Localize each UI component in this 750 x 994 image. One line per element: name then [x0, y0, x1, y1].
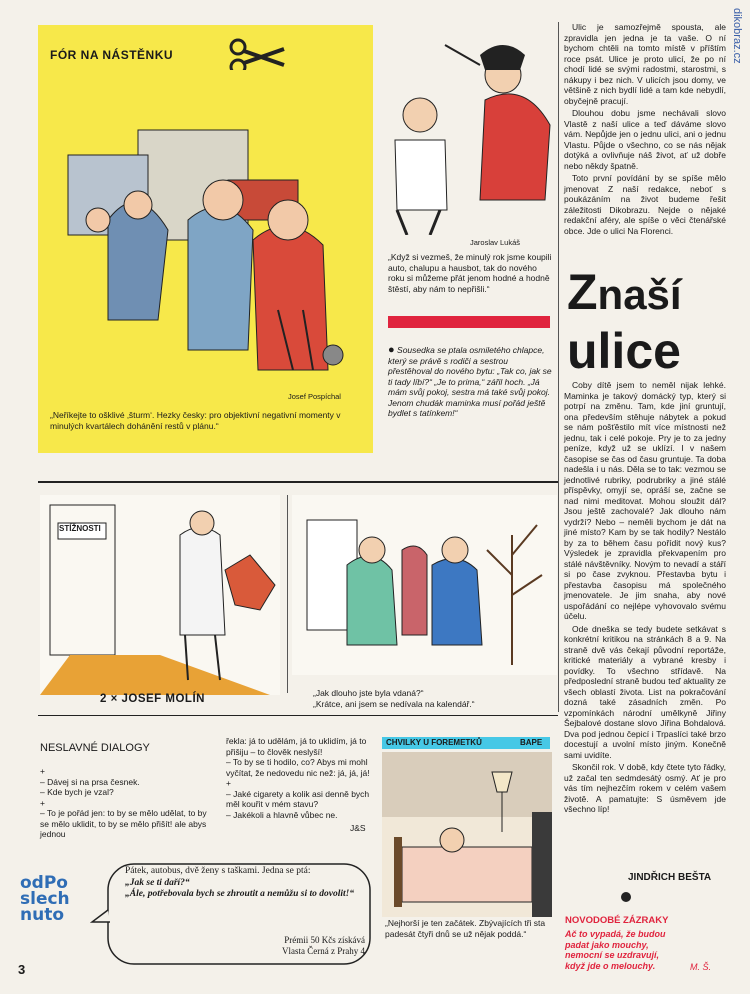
- logo-line: nuto: [20, 905, 65, 925]
- dialog-line: +: [226, 778, 231, 788]
- logo-line: odPo: [20, 873, 68, 893]
- crowd-cartoon-illustration: [48, 70, 363, 390]
- headline-line2: ulice: [567, 323, 681, 379]
- chvilky-author: BAPE: [520, 738, 543, 747]
- body-paragraph: Coby dítě jsem to neměl nijak lehké. Maminka je takový domácký typ, který si potrpí na změnu. Tam, kde jiní gruntují, ona především stěhuje nábytek a pokud se nám pošťěstilo mít více místnosti než jednu, tak i celé pokoje. Pry je to za jedny peníze, když už se uklízí. I v našem časopise se čas od času gruntuje. Ta doba nadešla i u nás. Děla se to tak: vezmou se jednotlivé rubriky, podrubriky a jiné stálé příspěvky, omyjí se, opráší se, začne se nad nimi meditovat. Mohou sloužit dál? Jsou ještě zachovalé? Jak dlouho nám vydrží? Nebo – neměli bychom je dát na jiné místo? Kam by se tak hodily? Nestálo by za to během času pořídit nový kus? Výsledek je zpravidla překvapením pro stálé návštěvníky. Novým to nevadí a stáří si po čase zvyknou. Přestavba bytu i přestavba časopisu má společného jmenovatele. Je jim snaha, aby nové uspořádání co nejlépe vyhovovalo svému účelu.: [564, 380, 726, 621]
- neslavne-col1: [40, 766, 210, 840]
- lukas-caption: „Když si vezmeš, že minulý rok jsme koupili auto, chalupu a hausbot, tak do nového roku si můžeme přát jenom hodné a hodně štěstí, aby nám to nepřišli.“: [388, 252, 552, 294]
- odposlechnuto-line1: Pátek, autobus, dvě ženy s taškami. Jedna se ptá:: [125, 866, 311, 876]
- chvilky-header: [382, 737, 550, 749]
- molin-caption-1: „Jak dlouho jste byla vdaná?“: [313, 688, 424, 698]
- chvilky-title: CHVILKY U FOREMETKŮ: [386, 738, 482, 747]
- headline-line1: [567, 264, 682, 323]
- intro-paragraph: Dlouhou dobu jsme nechávali slovo Vlastě z naší ulice a teď dáváme slovo vám. Nepůjde jen o jednu ulici, ani o jednu Vlastu. Půjde o všechno, co se nás nějak dotýká a ovlivňuje náš život, ať už dobře nebo někdy špatně.: [564, 108, 726, 171]
- for-na-nastenku-title: FÓR NA NÁSTĚNKU: [50, 48, 174, 62]
- zazraky-sign: M. Š.: [690, 962, 712, 972]
- zazraky-text: Ač to vypadá, že budou padat jako mouchy, nemocní se uzdravují, když jde o melouchy.: [565, 929, 666, 971]
- odposlechnuto-line3: „Ále, potřebovala bych se zhroutit a nemůžu si to dovolit!“: [125, 889, 355, 899]
- neslavne-col2: [226, 736, 376, 820]
- zazraky-title: NOVODOBÉ ZÁZRAKY: [565, 915, 669, 926]
- odposlechnuto-text: [125, 866, 370, 901]
- page-number: 3: [18, 962, 26, 977]
- neslavne-title: NESLAVNÉ DIALOGY: [40, 742, 150, 754]
- for-na-nastenku-author: Josef Pospíchal: [288, 392, 341, 401]
- dialog-line: +: [40, 797, 45, 808]
- molin-cartoon-women: [292, 495, 557, 675]
- divider-2: [38, 715, 558, 716]
- red-bar-decoration: [388, 316, 550, 328]
- sousedka-text: [388, 345, 553, 419]
- dialog-line: +: [40, 766, 45, 776]
- intro-paragraph: Ulic je samozřejmě spousta, ale zpravidla jen jedna je ta vaše. O ní bychom chtěli na tomto místě v příštím roce psát. Ulice je proto ulicí, že po ní chodí lidé se svými radostmi, starostmi, s nákupy i bez nich. V ulicích jsou domy, ve většině z nich bydlí lidé a tam kde nebydlí, obyčejně pracují.: [564, 22, 726, 106]
- body-paragraph: Skončil rok. V době, kdy čtete tyto řádky, už začal ten sedmdesátý osmý. Ať je pro vás tím nejhezčím rokem v celém vašem životě. A pamatujte: S úsměvem jde všechno líp!: [564, 762, 726, 814]
- molin-label: 2 × JOSEF MOLÍN: [100, 693, 205, 705]
- lukas-cartoon-illustration: [385, 30, 555, 235]
- watermark: dikobraz.cz: [731, 8, 743, 64]
- door-sign: STÍŽNOSTI: [59, 524, 101, 533]
- dialog-line: – To by se ti hodilo, co? Abys mi mohl vyčítat, že nedovedu nic než: já, já, já!: [226, 757, 370, 778]
- chvilky-cartoon-illustration: [382, 752, 552, 917]
- body-text: [564, 380, 726, 817]
- winner-line: Vlasta Černá z Prahy 4: [282, 946, 365, 956]
- body-paragraph: Ode dneška se tedy budete setkávat s konkrétní kritikou na stránkách 8 a 9. Na straně dvě vás čekají původní reportáže, kritické materiály a vybrané kresby i povídky. To všechno střídavě. Na předposlední straně budou teď aktuality ze všech oblastí života. List na pokračování dozná také zásadních změn. Po vzpomínkách národní umělkyně Jiřiny Šejbalové dostane slovo Jiřina Bohdalová. Dva pod jednou čepicí i Trpaslíci také brzo docestují a uvolní místo jiným. Konečně sami uvidíte.: [564, 623, 726, 760]
- byline: JINDŘICH BEŠTA: [628, 872, 712, 883]
- chvilky-caption: „Nejhorší je ten začátek. Zbývajících tři sta padesát čtyři dnů se už nějak poddá.“: [385, 918, 546, 939]
- odposlechnuto-line2: „Jak se ti daří?“: [125, 877, 190, 888]
- odposlechnuto-prize: [250, 935, 365, 957]
- headline-word: naší: [597, 271, 682, 318]
- headline: [567, 264, 682, 379]
- dialog-line: – To je pořád jen: to by se mělo udělat, to by se mělo uklidit, to by se mělo přišít! ale abys jednou: [40, 808, 207, 839]
- molin-caption-2: „Krátce, ani jsem se nedívala na kalendář.“: [313, 699, 475, 709]
- sousedka-body: Sousedka se ptala osmiletého chlapce, který se právě s rodiči a sestrou přestěhoval do nového bytu: „Tak co, jak se ti tady líbí?“ „Je to prima,“ zářil hoch. „Já mám svůj pokoj, sestra má také svůj pokoj. Jenom chudák maminka musí pořád ještě bydlet s tatínkem!“: [388, 345, 552, 418]
- odposlechnuto-logo: [20, 875, 90, 923]
- bullet-icon: ●: [388, 344, 395, 356]
- intro-text: [564, 22, 726, 238]
- divider-1: [38, 481, 558, 483]
- prize-line: Prémii 50 Kčs získává: [284, 935, 365, 945]
- dialog-line: – Dávej si na prsa česnek.: [40, 776, 140, 787]
- for-na-nastenku-caption: „Neříkejte to ošklivé ‚šturm‘. Hezky česky: pro objektivní negativní momenty v minulých kvartálech dohánění restů v plánu.“: [50, 410, 341, 431]
- headline-initial: Z: [567, 264, 598, 320]
- dialog-line: – Kde bych je vzal?: [40, 787, 114, 797]
- for-na-nastenku-panel: [38, 25, 373, 453]
- intro-paragraph: Toto první povídání by se spíše mělo jmenovat Z naší redakce, neboť s poukázáním na život budeme řešit záležitosti Dikobrazu. Nejde o nějaké redakční aféry, ale spíše o věci čtenářské obce. Jde o ulici Na Florenci.: [564, 173, 726, 236]
- right-column-divider: [558, 22, 559, 712]
- dialog-line: – Jakékoli a hlavně vůbec ne.: [226, 809, 338, 820]
- lukas-author: Jaroslav Lukáš: [470, 238, 521, 247]
- neslavne-sign: J&S: [350, 823, 366, 833]
- logo-line: slech: [20, 889, 70, 909]
- dialog-line: – Jaké cigarety a kolik asi denně bych měl kouřit v mém stavu?: [226, 788, 370, 809]
- molin-divider: [287, 495, 288, 693]
- dialog-line: řekla: já to udělám, já to uklidím, já to přišiju – to člověk neslyší!: [226, 736, 367, 757]
- bullet-icon: [621, 892, 631, 902]
